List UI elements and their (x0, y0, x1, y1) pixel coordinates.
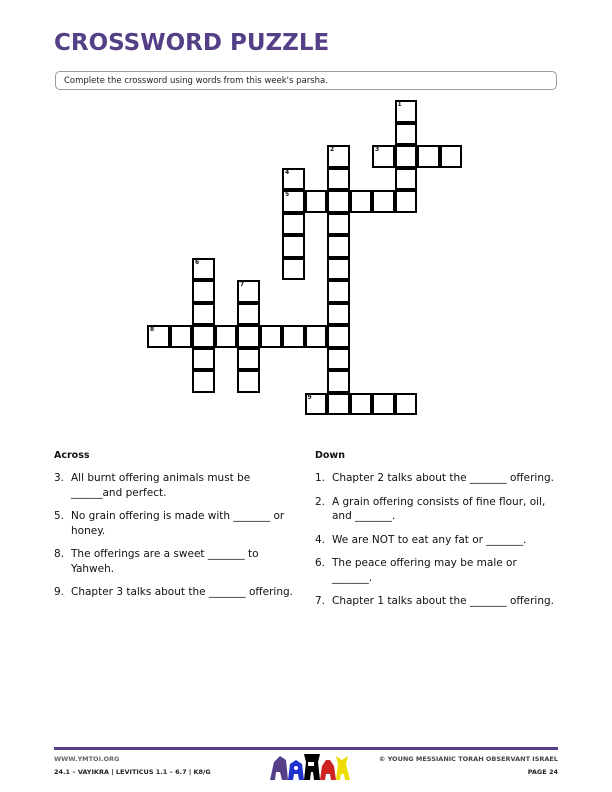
cell-number: 8 (150, 326, 155, 333)
crossword-cell[interactable] (395, 168, 418, 191)
clue-text: Chapter 3 talks about the _______ offering. (71, 586, 293, 598)
crossword-cell[interactable] (417, 145, 440, 168)
across-heading: Across (54, 450, 90, 461)
crossword-cell[interactable] (305, 325, 328, 348)
crossword-cell[interactable] (170, 325, 193, 348)
crossword-cell[interactable] (260, 325, 283, 348)
clue-down-6 (315, 556, 555, 585)
crossword-cell[interactable] (327, 348, 350, 371)
crossword-cell[interactable] (237, 303, 260, 326)
crossword-cell[interactable] (395, 123, 418, 146)
cell-number: 9 (307, 393, 312, 401)
crossword-cell[interactable] (327, 303, 350, 326)
crossword-cell[interactable] (237, 348, 260, 371)
clue-number: 5. (54, 510, 65, 522)
crossword-cell[interactable] (305, 190, 328, 213)
clue-text: No grain offering is made with _______ or honey. (71, 510, 285, 537)
footer-url[interactable]: WWW.YMTOI.ORG (54, 755, 120, 763)
crossword-cell[interactable] (395, 145, 418, 168)
crossword-cell[interactable] (327, 235, 350, 258)
crossword-cell[interactable] (350, 190, 373, 213)
crossword-cell[interactable] (350, 393, 373, 416)
crossword-cell[interactable] (192, 258, 215, 281)
crossword-cell[interactable] (305, 393, 328, 416)
clue-down-1 (315, 471, 555, 486)
crossword-cell[interactable] (372, 190, 395, 213)
crossword-cell[interactable] (327, 258, 350, 281)
crossword-cell[interactable] (327, 370, 350, 393)
crossword-cell[interactable] (192, 303, 215, 326)
clue-text: The offerings are a sweet _______ to Yahweh. (71, 548, 259, 575)
clue-text: We are NOT to eat any fat or _______. (332, 533, 527, 546)
crossword-cell[interactable] (147, 325, 170, 348)
clue-number: 8. (54, 548, 65, 560)
clue-across-3 (54, 471, 294, 500)
cell-number: 6 (195, 258, 200, 266)
crossword-cell[interactable] (327, 393, 350, 416)
crossword-cell[interactable] (327, 145, 350, 168)
across-clues (54, 450, 294, 609)
clue-text: Chapter 2 talks about the _______ offering. (332, 472, 554, 484)
crossword-cell[interactable] (237, 325, 260, 348)
clue-number: 4. (315, 533, 326, 546)
clue-across-8 (54, 547, 294, 576)
crossword-cell[interactable] (327, 325, 350, 348)
clue-number: 9. (54, 586, 65, 598)
clue-text: The peace offering may be male or _______. (332, 557, 517, 584)
crossword-cell[interactable] (282, 190, 305, 213)
clue-number: 3. (54, 472, 65, 484)
clue-down-2 (315, 495, 555, 524)
clue-number: 6. (315, 557, 326, 569)
crossword-cell[interactable] (215, 325, 238, 348)
crossword-cell[interactable] (237, 370, 260, 393)
crossword-cell[interactable] (282, 168, 305, 191)
down-heading: Down (315, 450, 345, 461)
crossword-cell[interactable] (440, 145, 463, 168)
clue-number: 1. (315, 472, 326, 484)
crossword-cell[interactable] (192, 348, 215, 371)
clue-number: 7. (315, 595, 326, 607)
clue-across-5 (54, 509, 294, 538)
crossword-cell[interactable] (395, 393, 418, 416)
crossword-cell[interactable] (282, 258, 305, 281)
cell-number: 3 (375, 146, 380, 153)
cell-number: 1 (397, 101, 402, 108)
crossword-cell[interactable] (327, 190, 350, 213)
clue-across-9 (54, 585, 294, 600)
page-number: PAGE 24 (527, 768, 558, 776)
clue-number: 2. (315, 495, 326, 508)
crossword-cell[interactable] (282, 325, 305, 348)
crossword-cell[interactable] (192, 325, 215, 348)
down-clues (315, 450, 555, 618)
cell-number: 4 (285, 168, 290, 176)
cell-number: 2 (330, 146, 335, 153)
clue-text: A grain offering consists of fine flour, oil, and _______. (332, 495, 546, 522)
page-title: CROSSWORD PUZZLE (54, 30, 330, 56)
cell-number: 7 (240, 281, 245, 288)
clue-text: Chapter 1 talks about the _______ offering. (332, 595, 554, 607)
crossword-cell[interactable] (395, 100, 418, 123)
crossword-cell[interactable] (237, 280, 260, 303)
clue-down-7 (315, 594, 555, 609)
crossword-cell[interactable] (372, 145, 395, 168)
crossword-cell[interactable] (327, 280, 350, 303)
clue-text: All burnt offering animals must be ______and perfect. (71, 472, 251, 499)
cell-number: 5 (285, 191, 290, 198)
crossword-cell[interactable] (372, 393, 395, 416)
crossword-cell[interactable] (327, 213, 350, 236)
clue-down-4 (315, 533, 555, 548)
crossword-cell[interactable] (282, 213, 305, 236)
crossword-cell[interactable] (192, 280, 215, 303)
crossword-cell[interactable] (192, 370, 215, 393)
ymtoi-logo-icon (268, 750, 352, 782)
crossword-cell[interactable] (282, 235, 305, 258)
instructions-box: Complete the crossword using words from this week's parsha. (55, 71, 557, 90)
crossword-cell[interactable] (395, 190, 418, 213)
crossword-cell[interactable] (327, 168, 350, 191)
footer-info: 24.1 – VAYIKRA | LEVITICUS 1.1 – 6.7 | K8/G (54, 768, 211, 776)
footer-copyright: © YOUNG MESSIANIC TORAH OBSERVANT ISRAEL (378, 755, 558, 763)
